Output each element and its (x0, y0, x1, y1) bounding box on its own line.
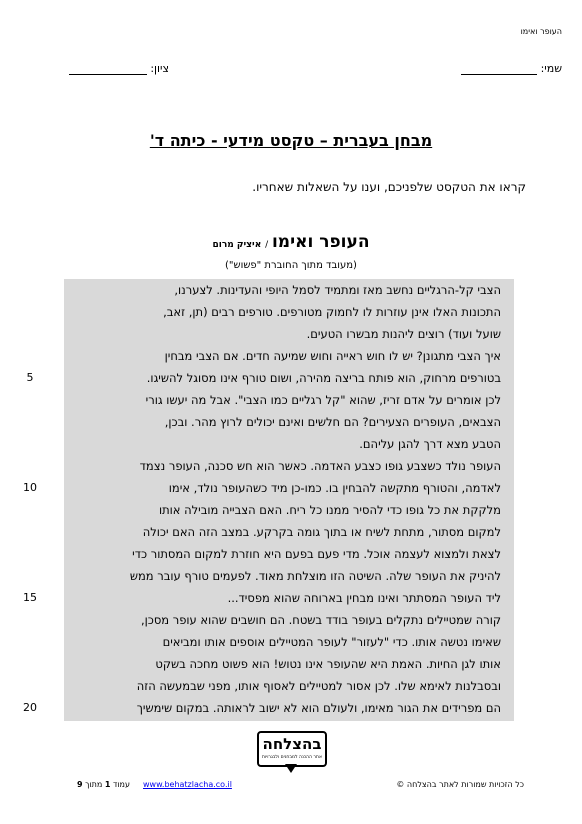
title-separator: / (265, 240, 269, 250)
instruction-text: קראו את הטקסט שלפניכם, וענו על השאלות שאחריו. (252, 180, 526, 194)
text-line: הם מפרידים את הגור מאימו, ולעולם הוא לא ישוב לראותה. במקום שימשיך (136, 701, 501, 715)
story-title: העופר ואימו (271, 232, 370, 252)
text-line: העופר נולד כשצבע גופו כצבע האדמה. כאשר הוא חש סכנה, העופר נצמד (139, 459, 501, 473)
text-line: קורה שמטיילים נתקלים בעופר בודד בשטח. הם חושבים שהוא עופר מסכן, (140, 613, 501, 627)
text-line: שאימו נטשה אותו. כדי "לעזור" לעופר המטיילים אוספים אותו ומביאים (162, 635, 501, 649)
story-source: (מעובד מתוך החוברת "פשוש") (225, 260, 357, 271)
footer-link[interactable] (143, 780, 232, 789)
page-counter (77, 780, 130, 789)
text-line: הצבאים, העופרים הצעירים? הם חלשים ואינם יכולים לרוץ מהר. ובכן, (164, 415, 501, 429)
name-label: שמי: (540, 62, 562, 75)
page-middle: מתוך (85, 780, 103, 789)
text-line: לכן אומרים על אדם זריז, שהוא "קל רגליים כמו הצבי". אבל מה יעשו גורי (145, 393, 501, 407)
text-line: אותו לגן החיות. האמת היא שהעופר אינו נטוש! הוא פשוט מחכה בשקט (155, 657, 501, 671)
line-number: 15 (23, 591, 37, 604)
page-total: 9 (77, 780, 83, 789)
line-number: 10 (23, 481, 37, 494)
name-input-line[interactable] (461, 62, 537, 75)
header-title: העופר ואימו (520, 27, 562, 36)
text-line: ובסבלנות לאימא שלו. לכן אסור למטיילים לאסוף אותו, מפני שבמעשה הזה (136, 679, 501, 693)
footer-copyright: כל הזכויות שמורות לאתר בהצלחה © (396, 780, 524, 789)
grade-label: ציון: (150, 62, 169, 75)
story-author: איציק מרום (212, 240, 262, 250)
text-line: להיניק את העופר שלה. השיטה הזו מוצלחת מאוד. לפעמים טורף עובר ממש (129, 569, 501, 583)
text-line: לצאת ולמצוא לעצמה אוכל. מדי פעם בפעם היא חוזרת למקום המסתור כדי (132, 547, 501, 561)
text-line: ליד העופר המסתתר ואינו מבחין בארוחה שהוא מפסיד... (227, 591, 501, 605)
grade-field[interactable] (69, 62, 169, 75)
website-link[interactable]: www.behatzlacha.co.il (143, 780, 232, 789)
text-line: איך הצבי מתגונן? יש לו חוש ראייה וחוש שמיעה חדים. אם הצבי מבחין (164, 349, 501, 363)
text-line: הצבי קל-הרגליים נחשב מאז ומתמיד לסמל היופי והעדינות. לצערנו, (174, 283, 501, 297)
behatzlacha-logo (255, 731, 327, 775)
speech-bubble-tail (285, 764, 297, 773)
page-prefix: עמוד (112, 780, 130, 789)
text-line: שועל ועוד) רוצים ליהנות מבשרו הטעים. (306, 327, 501, 341)
text-line: למקום מסתור, מתחת לשיח או בתוך גומה בקרקע. במצב הזה האם יכולה (142, 525, 501, 539)
grade-input-line[interactable] (69, 62, 147, 75)
story-text-block (64, 279, 514, 721)
exam-title: מבחן בעברית – טקסט מידעי - כיתה ד' (149, 131, 433, 150)
line-number: 20 (23, 701, 37, 714)
line-number: 5 (26, 371, 34, 384)
logo-box (257, 731, 327, 767)
text-line: בטורפים מרחוק, הוא פותח בריצה מהירה, ושום טורף אינו מסוגל להשיגו. (146, 371, 501, 385)
text-line: לאדמה, והטורף מתקשה להבחין בו. כמו-כן מיד כשהעופר נולד, אימו (168, 481, 501, 495)
text-line: התכונות האלו אינן עוזרות לו לחמוק מטורפים. טורפים רבים (תן, זאב, (163, 305, 501, 319)
logo-text: בהצלחה (262, 735, 322, 753)
text-line: הטבע מצא דרך להגן עליהם. (359, 437, 501, 451)
logo-tagline: אתר ההכנה למבחנים ולבגרויות (262, 755, 322, 760)
text-line: מלקקת את כל גופו כדי להסיר ממנו כל ריח. האם הצבייה מובילה אותו (158, 503, 501, 517)
story-heading (0, 232, 582, 252)
page-current: 1 (104, 780, 111, 789)
name-field[interactable] (461, 62, 562, 75)
